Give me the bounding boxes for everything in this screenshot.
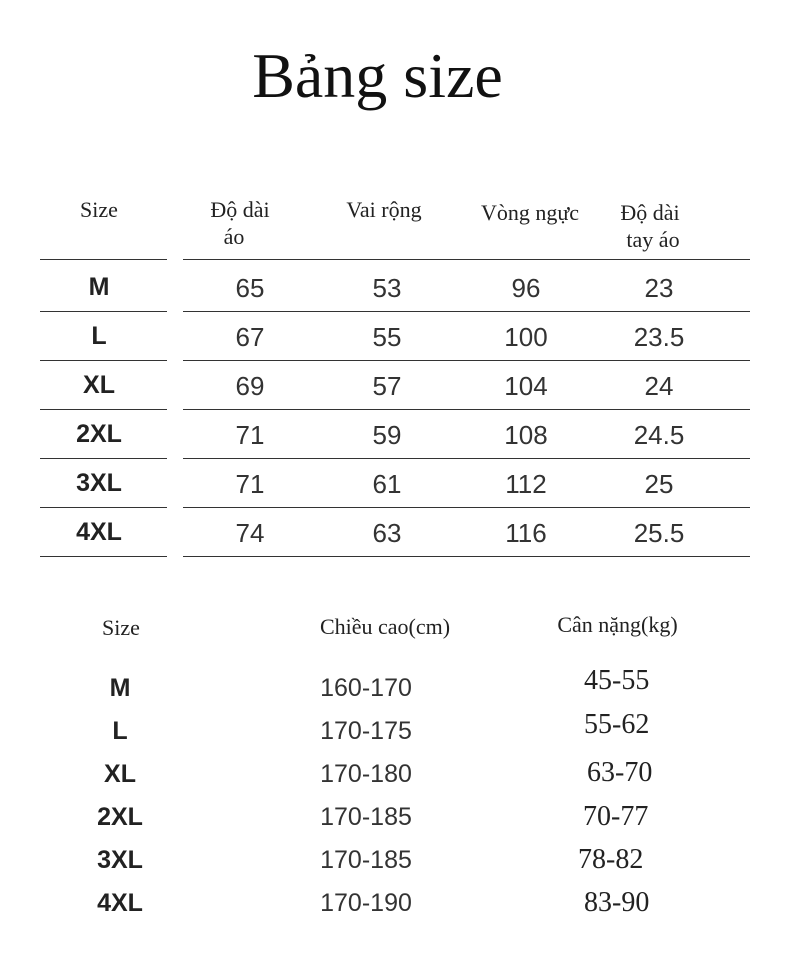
fit-row-weight: 55-62 [584,709,650,740]
row-length: 71 [235,420,265,450]
divider [40,556,167,557]
divider [40,360,167,361]
row-length: 65 [235,273,265,303]
fit-row-height: 170-190 [320,889,412,917]
row-shoulder: 55 [372,322,402,352]
divider [40,409,167,410]
fit-row-weight: 78-82 [578,844,644,875]
row-sleeve: 24 [644,371,674,401]
fit-row-height: 170-175 [320,717,412,745]
row-sleeve: 25 [644,469,674,499]
row-chest: 108 [504,420,548,450]
header-height: Chiều cao(cm) [319,614,451,639]
row-size: L [91,322,107,350]
row-length: 74 [235,518,265,548]
row-chest: 100 [504,322,548,352]
header-size: Size [80,197,118,222]
divider [183,360,750,361]
divider [40,311,167,312]
row-shoulder: 57 [372,371,402,401]
divider [183,458,750,459]
fit-row-weight: 70-77 [583,801,649,832]
row-chest: 104 [504,371,548,401]
row-sleeve: 24.5 [633,420,685,450]
row-size: 2XL [76,420,122,448]
row-sleeve: 23 [644,273,674,303]
fit-row-size: XL [104,760,136,788]
row-length: 67 [235,322,265,352]
fit-row-weight: 83-90 [584,887,650,918]
header-length-line2: áo [223,224,245,249]
fit-row-size: 2XL [97,803,143,831]
fit-row-weight: 63-70 [587,757,653,788]
divider [183,556,750,557]
divider [183,259,750,260]
fit-row-size: M [109,674,131,702]
row-shoulder: 61 [372,469,402,499]
divider [183,409,750,410]
row-chest: 112 [505,469,547,499]
header-length [190,196,290,250]
header-sleeve [600,199,700,253]
row-size: M [88,273,110,301]
divider [40,259,167,260]
row-length: 71 [235,469,265,499]
fit-row-weight: 45-55 [584,665,650,696]
page-title: Bảng size [252,40,503,111]
row-size: 4XL [76,518,122,546]
fit-row-height: 160-170 [320,674,412,702]
fit-row-height: 170-185 [320,803,412,831]
divider [40,458,167,459]
header-weight: Cân nặng(kg) [557,612,678,637]
fit-row-height: 170-185 [320,846,412,874]
row-shoulder: 53 [372,273,402,303]
row-shoulder: 59 [372,420,402,450]
fit-row-height: 170-180 [320,760,412,788]
fit-row-size: L [112,717,128,745]
fit-row-size: 3XL [97,846,143,874]
header-length-line1: Độ dài [210,197,270,222]
header-sleeve-line2: tay áo [626,227,680,252]
row-size: 3XL [76,469,122,497]
divider [183,311,750,312]
row-sleeve: 25.5 [633,518,685,548]
header-chest: Vòng ngực [480,200,580,225]
fit-row-size: 4XL [97,889,143,917]
row-shoulder: 63 [372,518,402,548]
divider [183,507,750,508]
row-sleeve: 23.5 [633,322,685,352]
header-sleeve-line1: Độ dài [620,200,680,225]
header-size: Size [102,615,140,640]
row-length: 69 [235,371,265,401]
header-shoulder: Vai rộng [346,197,422,222]
row-size: XL [83,371,115,399]
row-chest: 96 [511,273,541,303]
row-chest: 116 [505,518,547,548]
divider [40,507,167,508]
